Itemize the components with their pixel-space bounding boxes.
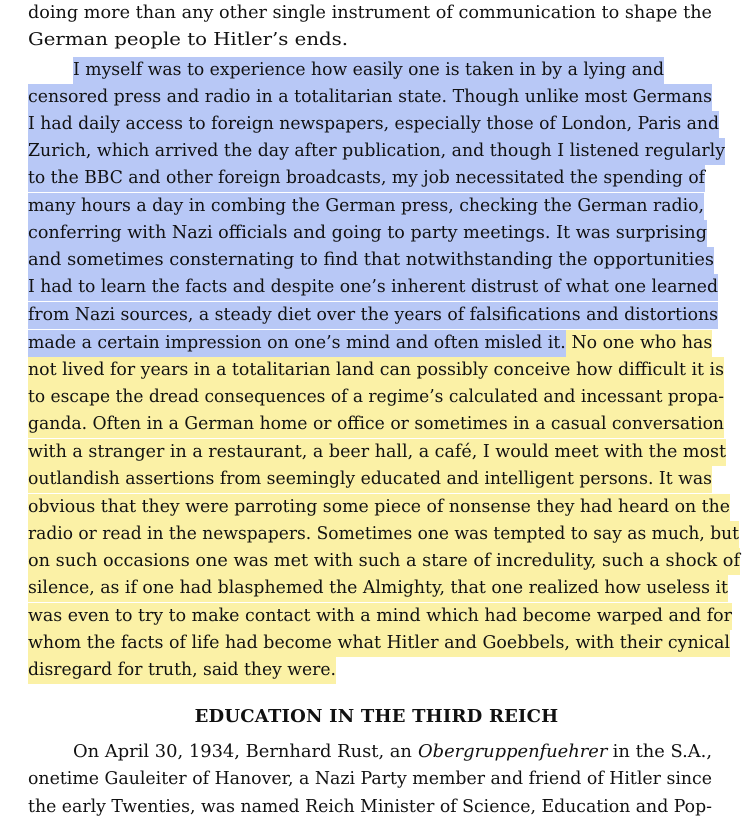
body-line xyxy=(0,630,753,657)
segment-text: Zurich, which arrived the day after publication, and though I listened regularly xyxy=(28,141,725,161)
segment-text: Obergruppenfuehrer xyxy=(417,742,608,762)
body-line xyxy=(0,330,753,357)
segment-text: disregard for truth, said they were. xyxy=(28,660,336,680)
tail-line xyxy=(0,794,753,821)
segment-text: I had to learn the facts and despite one’s inherent distrust of what one learned xyxy=(28,277,718,297)
yellow-highlight-segment xyxy=(28,466,712,493)
body-line xyxy=(0,439,753,466)
body-line xyxy=(0,165,753,192)
tail-line xyxy=(0,739,753,766)
blue-highlight-segment xyxy=(28,302,718,329)
tail-line xyxy=(0,766,753,793)
segment-text: made a certain impression on one’s mind and often misled it. xyxy=(28,333,566,353)
body-line xyxy=(0,193,753,220)
segment-text: ganda. Often in a German home or office or sometimes in a casual conversation xyxy=(28,414,724,434)
blue-highlight-segment xyxy=(28,84,712,111)
blue-highlight-segment xyxy=(73,57,664,84)
segment-text: On April 30, 1934, Bernhard Rust, an xyxy=(73,742,418,762)
segment-text: on such occasions one was met with such a stare of incredulity, such a shock of xyxy=(28,551,740,571)
segment-text: German people to Hitler’s ends. xyxy=(28,30,349,50)
segment-text: not lived for years in a totalitarian land can possibly conceive how difficult it is xyxy=(28,360,724,380)
segment-text: to escape the dread consequences of a regime’s calculated and incessant propa- xyxy=(28,387,724,407)
segment-text: in the S.A., xyxy=(607,742,713,762)
body-line xyxy=(0,466,753,493)
yellow-highlight-segment xyxy=(28,411,724,438)
text-segment xyxy=(607,739,712,766)
yellow-highlight-segment xyxy=(28,494,730,521)
blue-highlight-segment xyxy=(28,220,707,247)
segment-text: censored press and radio in a totalitarian state. Though unlike most Germans xyxy=(28,87,712,107)
segment-text: to the BBC and other foreign broadcasts, my job necessitated the spending of xyxy=(28,168,705,188)
yellow-highlight-segment xyxy=(566,330,712,357)
yellow-highlight-segment xyxy=(28,384,724,411)
text-segment xyxy=(28,0,712,27)
segment-text: I myself was to experience how easily one is taken in by a lying and xyxy=(73,60,664,80)
yellow-highlight-segment xyxy=(28,357,724,384)
body-line xyxy=(0,603,753,630)
body-line xyxy=(0,220,753,247)
segment-text: conferring with Nazi officials and going to party meetings. It was surprising xyxy=(28,223,707,243)
body-line xyxy=(0,274,753,301)
blue-highlight-segment xyxy=(28,193,704,220)
body-line xyxy=(0,111,753,138)
segment-text: and sometimes consternating to find that notwithstanding the opportunities xyxy=(28,250,714,270)
body-line xyxy=(0,0,753,27)
yellow-highlight-segment xyxy=(28,603,732,630)
yellow-highlight-segment xyxy=(28,575,728,602)
segment-text: radio or read in the newspapers. Sometimes one was tempted to say as much, but xyxy=(28,524,739,544)
body-line xyxy=(0,302,753,329)
text-segment xyxy=(28,794,712,821)
text-segment xyxy=(73,739,418,766)
segment-text: outlandish assertions from seemingly educated and intelligent persons. It was xyxy=(28,469,712,489)
yellow-highlight-segment xyxy=(28,548,740,575)
text-segment xyxy=(418,739,607,766)
segment-text: doing more than any other single instrument of communication to shape the xyxy=(28,3,712,23)
blue-highlight-segment xyxy=(28,138,725,165)
blue-highlight-segment xyxy=(28,247,714,274)
yellow-highlight-segment xyxy=(28,521,739,548)
segment-text: silence, as if one had blasphemed the Almighty, that one realized how useless it xyxy=(28,578,728,598)
yellow-highlight-segment xyxy=(28,630,730,657)
body-line xyxy=(0,411,753,438)
body-line xyxy=(0,57,753,84)
body-line xyxy=(0,138,753,165)
segment-text: onetime Gauleiter of Hanover, a Nazi Party member and friend of Hitler since xyxy=(28,769,712,789)
blue-highlight-segment xyxy=(28,165,705,192)
body-line xyxy=(0,357,753,384)
blue-highlight-segment xyxy=(28,274,718,301)
segment-text: many hours a day in combing the German press, checking the German radio, xyxy=(28,196,704,216)
segment-text: No one who has xyxy=(565,333,712,353)
body-line xyxy=(0,521,753,548)
body-line xyxy=(0,384,753,411)
body-line xyxy=(0,84,753,111)
body-line xyxy=(0,27,753,54)
text-segment xyxy=(28,766,712,793)
segment-text: with a stranger in a restaurant, a beer hall, a café, I would meet with the most xyxy=(28,442,726,462)
text-segment xyxy=(28,27,348,54)
yellow-highlight-segment xyxy=(28,439,726,466)
body-line xyxy=(0,548,753,575)
segment-text: was even to try to make contact with a mind which had become warped and for xyxy=(28,606,732,626)
segment-text: whom the facts of life had become what Hitler and Goebbels, with their cynical xyxy=(28,633,730,653)
body-line xyxy=(0,247,753,274)
body-line xyxy=(0,575,753,602)
segment-text: obvious that they were parroting some piece of nonsense they had heard on the xyxy=(28,497,730,517)
body-line xyxy=(0,657,753,684)
yellow-highlight-segment xyxy=(28,657,336,684)
segment-text: the early Twenties, was named Reich Minister of Science, Education and Pop- xyxy=(28,797,712,817)
section-heading: EDUCATION IN THE THIRD REICH xyxy=(194,706,559,727)
blue-highlight-segment xyxy=(28,330,566,357)
body-line xyxy=(0,494,753,521)
segment-text: from Nazi sources, a steady diet over the years of falsifications and distortions xyxy=(28,305,718,325)
segment-text: I had daily access to foreign newspapers, especially those of London, Paris and xyxy=(28,114,719,134)
blue-highlight-segment xyxy=(28,111,719,138)
